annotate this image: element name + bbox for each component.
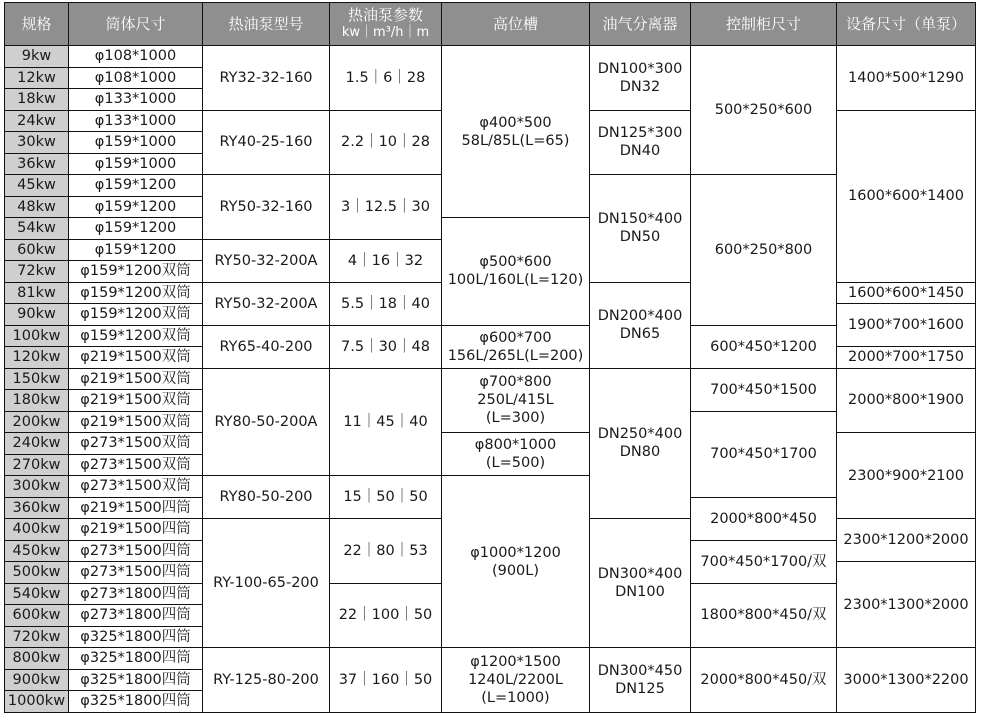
equipment-cell — [837, 562, 976, 648]
cell-line: 2300*1300*2000 — [843, 596, 969, 613]
cell-line: (900L) — [491, 562, 540, 579]
spec-cell: 9kw — [5, 46, 69, 68]
spec-cell: 900kw — [5, 669, 69, 691]
pump-model-cell — [203, 648, 330, 713]
cell-line: 1.5｜6｜28 — [345, 69, 426, 86]
cylinder-cell: φ159*1000 — [69, 132, 203, 154]
spec-cell: 12kw — [5, 67, 69, 89]
cell-line: 1240L/2200L — [468, 671, 563, 688]
cell-line: φ1000*1200 — [470, 544, 561, 561]
cell-line: 1800*800*450/双 — [700, 607, 827, 624]
pump-params-cell — [330, 110, 442, 175]
header-tank: 高位槽 — [442, 3, 590, 46]
header-cabinet: 控制柜尺寸 — [691, 3, 837, 46]
spec-cell: 18kw — [5, 89, 69, 111]
spec-cell: 60kw — [5, 239, 69, 261]
cabinet-cell — [691, 497, 837, 540]
tank-cell — [442, 648, 590, 713]
separator-cell — [590, 110, 691, 175]
separator-cell — [590, 282, 691, 368]
cylinder-cell: φ159*1200 — [69, 239, 203, 261]
cylinder-cell: φ325*1800四筒 — [69, 691, 203, 713]
spec-cell: 24kw — [5, 110, 69, 132]
cylinder-cell: φ159*1200 — [69, 175, 203, 197]
equipment-cell — [837, 347, 976, 369]
cell-line: φ700*800 — [479, 374, 552, 391]
pump-params-cell — [330, 282, 442, 325]
cylinder-cell: φ219*1500四筒 — [69, 497, 203, 519]
table-row — [5, 46, 976, 68]
cylinder-cell: φ133*1000 — [69, 110, 203, 132]
cell-line: 250L/415L — [477, 392, 554, 409]
cell-line: RY50-32-200A — [214, 252, 318, 269]
pump-model-cell — [203, 476, 330, 519]
cylinder-cell: φ273*1800四筒 — [69, 605, 203, 627]
cabinet-cell — [691, 368, 837, 411]
cell-line: 7.5｜30｜48 — [341, 338, 430, 355]
cylinder-cell: φ159*1200双筒 — [69, 261, 203, 283]
cylinder-cell: φ108*1000 — [69, 46, 203, 68]
cylinder-cell: φ273*1500双筒 — [69, 476, 203, 498]
cell-line: 3｜12.5｜30 — [341, 198, 430, 215]
cell-line: 2300*1200*2000 — [843, 532, 969, 548]
cell-line: 1900*700*1600 — [848, 317, 964, 333]
cylinder-cell: φ219*1500双筒 — [69, 411, 203, 433]
cell-line: DN100 — [615, 584, 665, 600]
cell-line: 11｜45｜40 — [343, 413, 428, 430]
cell-line: (L=1000) — [481, 689, 550, 706]
equipment-cell — [837, 519, 976, 562]
equipment-cell — [837, 304, 976, 347]
pump-params-cell — [330, 175, 442, 240]
cell-line: 37｜160｜50 — [338, 671, 433, 688]
cell-line: RY50-32-160 — [219, 198, 313, 215]
cell-line: 2300*900*2100 — [848, 467, 964, 484]
spec-cell: 72kw — [5, 261, 69, 283]
pump-model-cell — [203, 368, 330, 476]
cell-line: 500*250*600 — [714, 102, 813, 118]
pump-params-cell — [330, 583, 442, 648]
pump-model-cell — [203, 519, 330, 648]
cell-line: 2000*700*1750 — [848, 349, 964, 366]
spec-cell: 81kw — [5, 282, 69, 304]
cabinet-cell — [691, 325, 837, 368]
cylinder-cell: φ273*1500四筒 — [69, 562, 203, 584]
cell-line: RY50-32-200A — [214, 295, 318, 312]
cylinder-cell: φ159*1200 — [69, 196, 203, 218]
cell-line: 15｜50｜50 — [343, 489, 428, 505]
header-pump-params — [330, 3, 442, 46]
spec-cell: 120kw — [5, 347, 69, 369]
cell-line: φ1200*1500 — [470, 653, 561, 670]
cell-line: 600*250*800 — [714, 241, 813, 258]
spec-cell: 240kw — [5, 433, 69, 455]
spec-cell: 360kw — [5, 497, 69, 519]
cell-line: 1400*500*1290 — [848, 69, 964, 86]
cylinder-cell: φ159*1200双筒 — [69, 282, 203, 304]
spec-cell: 30kw — [5, 132, 69, 154]
cell-line: DN80 — [619, 444, 661, 461]
pump-model-cell — [203, 175, 330, 240]
spec-cell: 500kw — [5, 562, 69, 584]
spec-cell: 800kw — [5, 648, 69, 670]
cylinder-cell: φ159*1200 — [69, 218, 203, 240]
pump-model-cell — [203, 46, 330, 111]
cylinder-cell: φ273*1500双筒 — [69, 433, 203, 455]
cell-line: DN40 — [619, 143, 661, 160]
equipment-cell — [837, 433, 976, 519]
spec-cell: 400kw — [5, 519, 69, 541]
header-cylinder: 筒体尺寸 — [69, 3, 203, 46]
cylinder-cell: φ273*1500四筒 — [69, 540, 203, 562]
cell-line: RY-125-80-200 — [213, 671, 319, 688]
tank-cell — [442, 325, 590, 368]
cell-line: DN250*400 — [597, 426, 683, 443]
spec-cell: 54kw — [5, 218, 69, 240]
cabinet-cell — [691, 411, 837, 497]
spec-cell: 90kw — [5, 304, 69, 326]
equipment-cell — [837, 648, 976, 713]
cell-line: 22｜80｜53 — [343, 542, 428, 559]
cell-line: 700*450*1700/双 — [700, 553, 827, 570]
cabinet-cell — [691, 175, 837, 326]
cylinder-cell: φ325*1800四筒 — [69, 648, 203, 670]
cylinder-cell: φ325*1800四筒 — [69, 626, 203, 648]
cell-line: DN300*400 — [597, 566, 683, 582]
cell-line: DN125 — [615, 680, 665, 697]
separator-cell — [590, 175, 691, 283]
pump-model-cell — [203, 282, 330, 325]
pump-params-cell — [330, 368, 442, 476]
cell-line: (L=300) — [485, 410, 546, 427]
tank-cell — [442, 46, 590, 218]
spec-cell: 720kw — [5, 626, 69, 648]
header-row — [5, 3, 976, 46]
pump-params-cell — [330, 325, 442, 368]
spec-cell: 200kw — [5, 411, 69, 433]
separator-cell — [590, 368, 691, 519]
cell-line: 1600*600*1400 — [848, 188, 964, 204]
spec-cell: 600kw — [5, 605, 69, 627]
cylinder-cell: φ133*1000 — [69, 89, 203, 111]
spec-cell: 450kw — [5, 540, 69, 562]
cell-line: DN300*450 — [597, 662, 683, 679]
cell-line: RY80-50-200 — [219, 489, 313, 505]
cell-line: RY32-32-160 — [219, 69, 313, 86]
cell-line: DN100*300 — [597, 60, 683, 77]
spec-cell: 540kw — [5, 583, 69, 605]
cylinder-cell: φ159*1200双筒 — [69, 304, 203, 326]
cabinet-cell — [691, 648, 837, 713]
cell-line: φ600*700 — [479, 329, 552, 346]
cabinet-cell — [691, 583, 837, 648]
separator-cell — [590, 46, 691, 111]
cylinder-cell: φ159*1000 — [69, 153, 203, 175]
pump-params-cell — [330, 239, 442, 282]
spec-cell: 48kw — [5, 196, 69, 218]
pump-model-cell — [203, 110, 330, 175]
cell-line: (L=500) — [485, 455, 546, 471]
pump-params-cell — [330, 46, 442, 111]
cell-line: DN200*400 — [597, 308, 683, 324]
spec-cell: 150kw — [5, 368, 69, 390]
table-row — [5, 648, 976, 670]
equipment-cell — [837, 46, 976, 111]
spec-cell: 270kw — [5, 454, 69, 476]
equipment-cell — [837, 110, 976, 282]
cell-line: 58L/85L(L=65) — [461, 132, 570, 149]
cylinder-cell: φ219*1500双筒 — [69, 347, 203, 369]
cell-line: 22｜100｜50 — [338, 607, 433, 624]
cylinder-cell: φ219*1500双筒 — [69, 368, 203, 390]
cell-line: RY80-50-200A — [214, 413, 318, 430]
cell-line: 2000*800*450 — [710, 510, 817, 527]
cell-line: RY-100-65-200 — [213, 575, 319, 591]
header-equipment: 设备尺寸（单泵） — [837, 3, 976, 46]
cell-line: 2000*800*1900 — [848, 392, 964, 409]
table-body — [5, 46, 976, 713]
spec-cell: 180kw — [5, 390, 69, 412]
cell-line: DN125*300 — [597, 125, 683, 142]
table-row — [5, 368, 976, 390]
cell-line: φ400*500 — [479, 114, 552, 131]
spec-cell: 300kw — [5, 476, 69, 498]
cell-line: 100L/160L(L=120) — [447, 272, 584, 289]
cylinder-cell: φ108*1000 — [69, 67, 203, 89]
spec-cell: 36kw — [5, 153, 69, 175]
spec-cell: 1000kw — [5, 691, 69, 713]
header-separator: 油气分离器 — [590, 3, 691, 46]
cell-line: DN50 — [619, 229, 661, 246]
header-pump-model: 热油泵型号 — [203, 3, 330, 46]
cylinder-cell: φ273*1500双筒 — [69, 454, 203, 476]
cylinder-cell: φ219*1500四筒 — [69, 519, 203, 541]
cell-line: 700*450*1500 — [710, 381, 817, 398]
tank-cell — [442, 218, 590, 326]
cell-line: φ800*1000 — [474, 437, 557, 453]
spec-cell: 100kw — [5, 325, 69, 347]
cell-line: RY65-40-200 — [219, 338, 313, 355]
cell-line: φ500*600 — [479, 254, 552, 271]
cabinet-cell — [691, 46, 837, 175]
header-spec: 规格 — [5, 3, 69, 46]
table-row — [5, 325, 976, 347]
cell-line: DN32 — [619, 78, 661, 95]
cell-line: 700*450*1700 — [710, 446, 817, 462]
pump-params-cell — [330, 476, 442, 519]
separator-cell — [590, 648, 691, 713]
equipment-cell — [837, 282, 976, 304]
tank-cell — [442, 368, 590, 433]
spec-cell: 45kw — [5, 175, 69, 197]
header-pump-params-units: kw｜m³/h｜m — [341, 25, 430, 40]
cell-line: 3000*1300*2200 — [843, 671, 969, 688]
spec-table — [4, 2, 976, 713]
tank-cell — [442, 476, 590, 648]
cell-line: DN150*400 — [597, 211, 683, 228]
cell-line: 4｜16｜32 — [347, 252, 424, 269]
cylinder-cell: φ219*1500双筒 — [69, 390, 203, 412]
separator-cell — [590, 519, 691, 648]
header-pump-params-title: 热油泵参数 — [347, 6, 423, 24]
cell-line: 2000*800*450/双 — [700, 671, 827, 688]
cylinder-cell: φ159*1200双筒 — [69, 325, 203, 347]
cell-line: 1600*600*1450 — [848, 284, 964, 301]
pump-params-cell — [330, 519, 442, 584]
tank-cell — [442, 433, 590, 476]
pump-model-cell — [203, 239, 330, 282]
cell-line: 600*450*1200 — [710, 338, 817, 355]
pump-params-cell — [330, 648, 442, 713]
cylinder-cell: φ273*1800四筒 — [69, 583, 203, 605]
cabinet-cell — [691, 540, 837, 583]
cell-line: 2.2｜10｜28 — [341, 134, 430, 151]
cell-line: 5.5｜18｜40 — [341, 295, 430, 312]
equipment-cell — [837, 368, 976, 433]
cylinder-cell: φ325*1800四筒 — [69, 669, 203, 691]
spec-table-container — [4, 2, 976, 713]
cell-line: 156L/265L(L=200) — [447, 347, 584, 364]
pump-model-cell — [203, 325, 330, 368]
cell-line: RY40-25-160 — [219, 134, 313, 151]
cell-line: DN65 — [619, 326, 661, 342]
